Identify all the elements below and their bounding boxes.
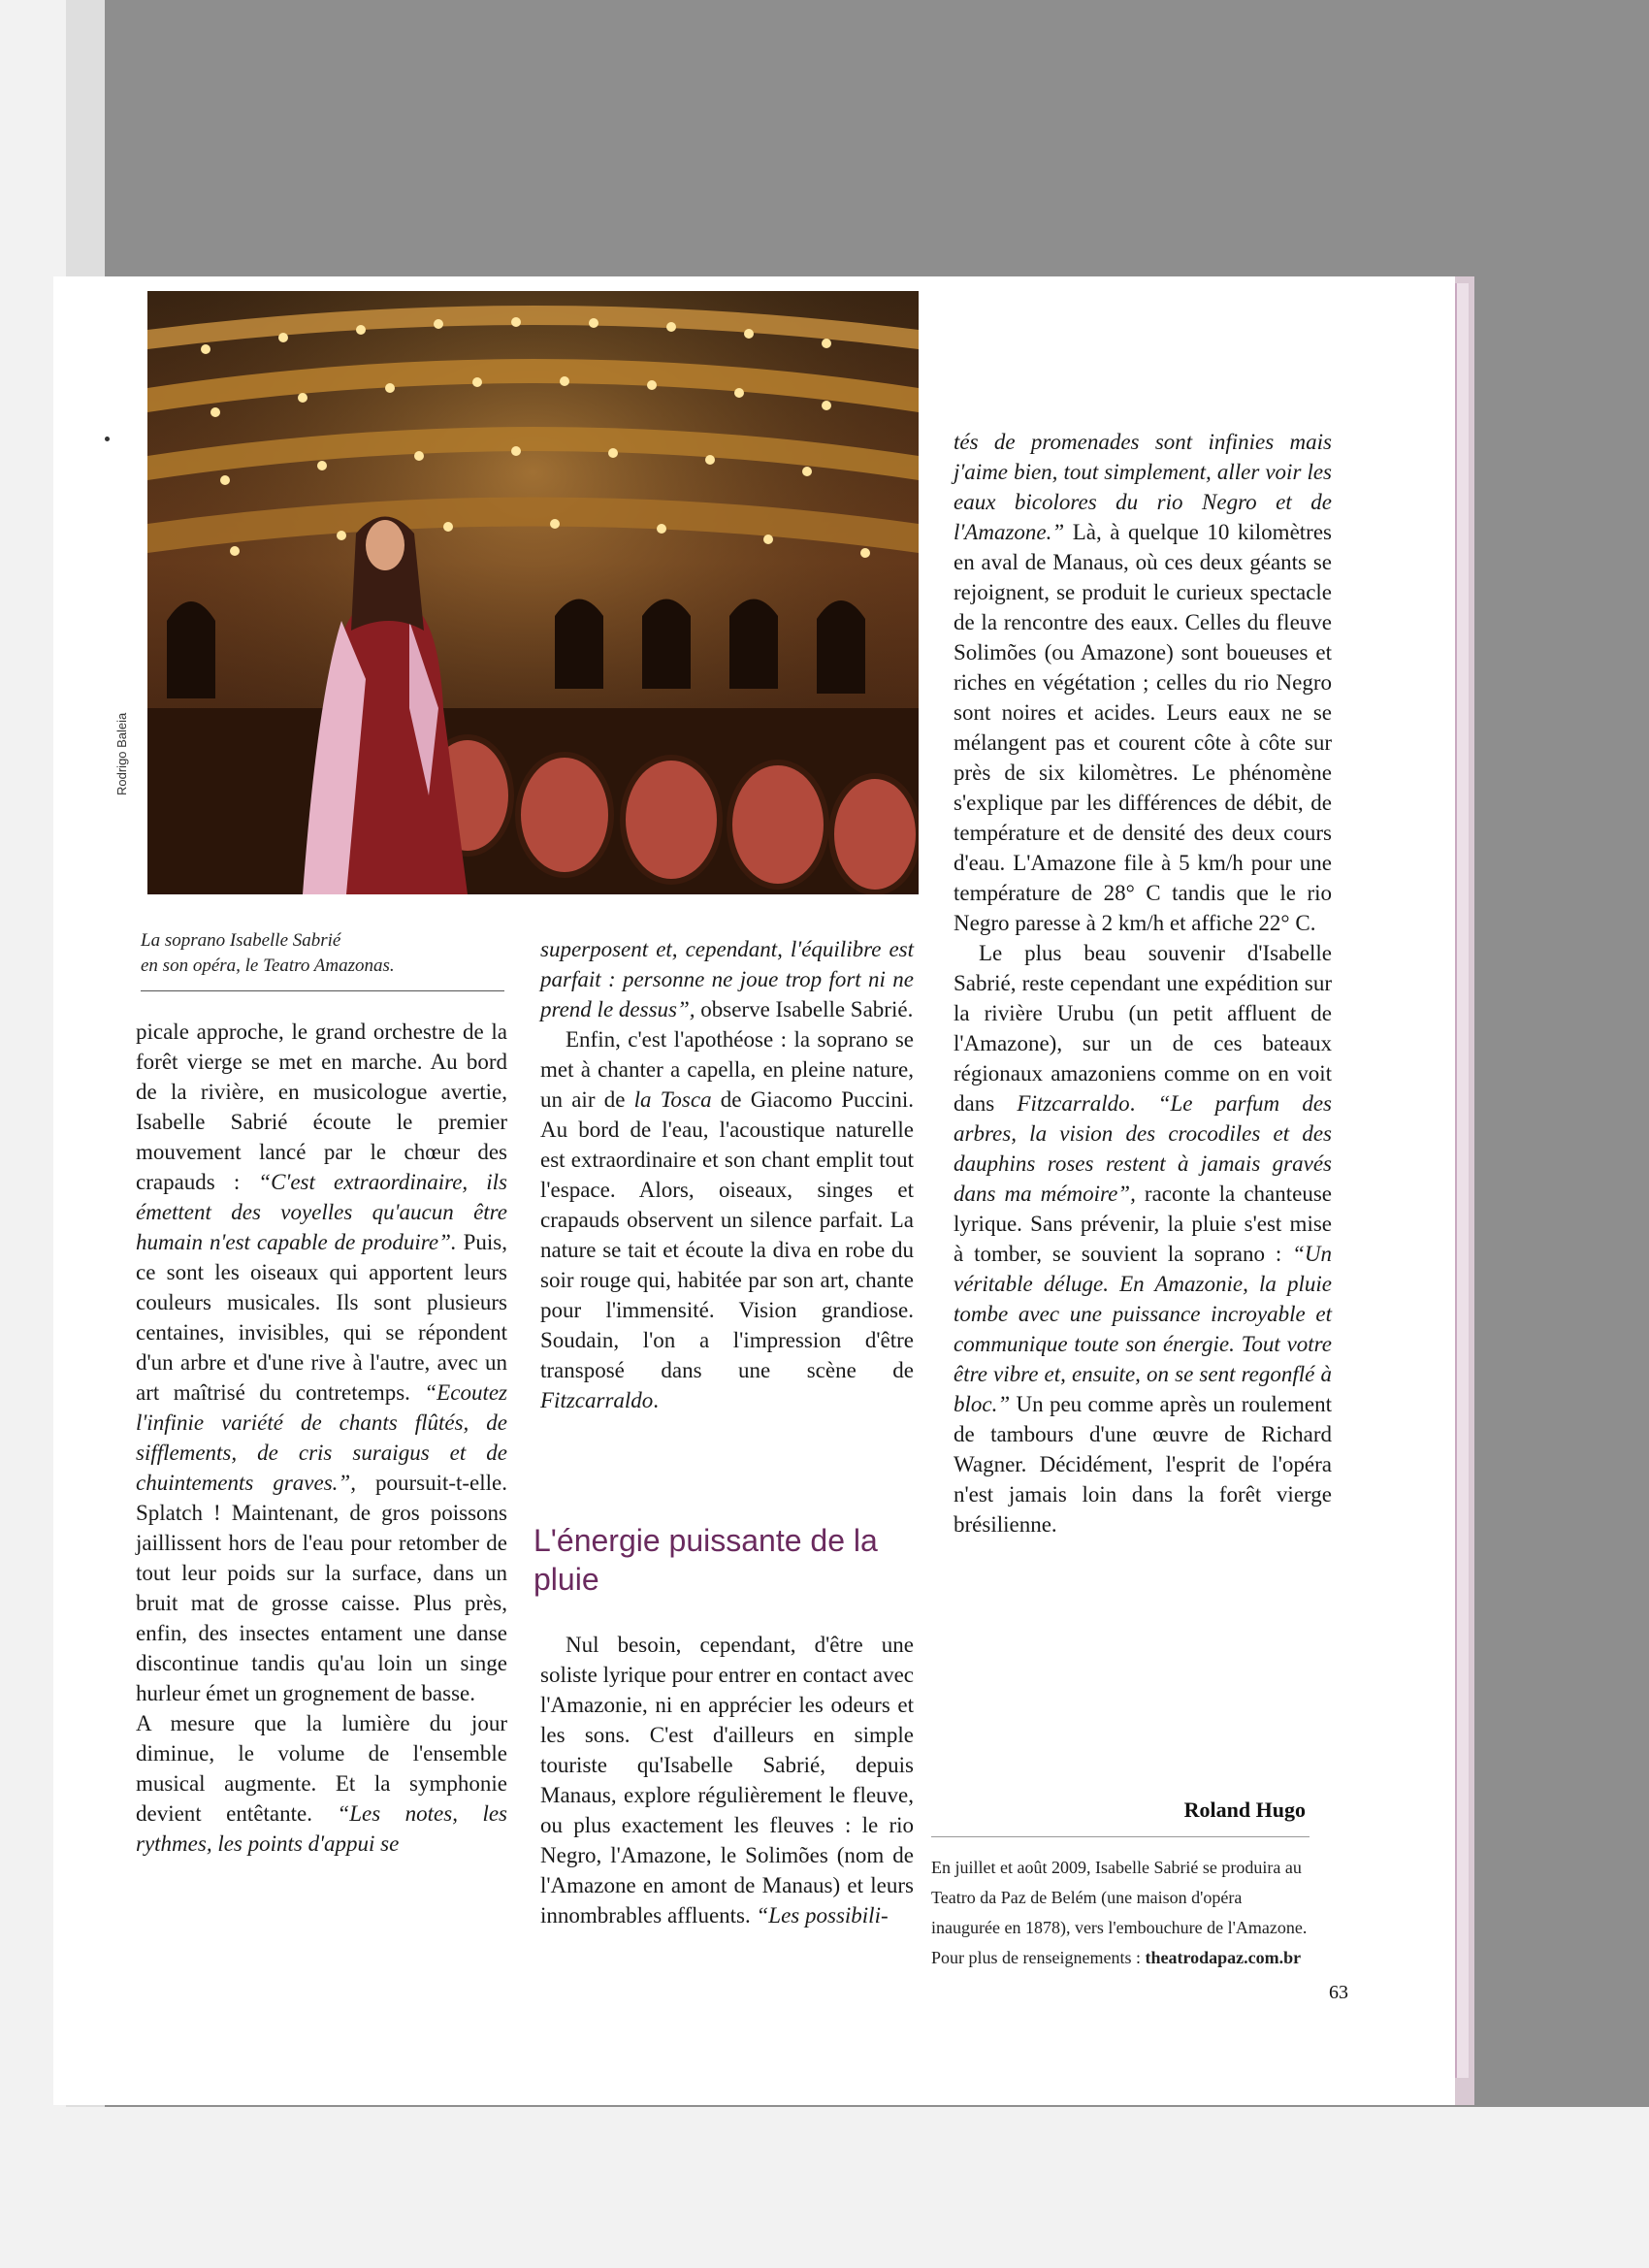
page-number: 63 bbox=[1329, 1982, 1348, 2003]
article-column-3 bbox=[954, 427, 1332, 1539]
author-byline: Roland Hugo bbox=[1183, 1798, 1306, 1822]
photo-credit: Rodrigo Baleia bbox=[114, 712, 129, 795]
event-footnote: En juillet et août 2009, Isabelle Sabrié se produira au Teatro da Paz de Belém (une maison d'opéra inaugurée en 1878), vers l'embouchure de l'Amazone. Pour plus de renseignements : theatrodapaz.com.br bbox=[931, 1858, 1308, 1967]
paragraph: Le plus beau souvenir d'Isabelle Sabrié, reste cependant une expédition sur la rivière Urubu (un petit affluent de l'Amazone), sur un de ces bateaux régionaux amazoniens comme on en voit dans Fitzcarraldo. “Le parfum des arbres, la vision des crocodiles et des dauphins roses restent à jamais gravés dans ma mémoire”, raconte la chanteuse lyrique. Sans prévenir, la pluie s'est mise à tomber, se souvient la soprano : “Un véritable déluge. En Amazonie, la pluie tombe avec une puissance incroyable et communique toute son énergie. Tout votre être vibre et, ensuite, on se sent regonflé à bloc.” Un peu comme après un roulement de tambours d'une œuvre de Richard Wagner. Décidément, l'esprit de l'opéra n'est jamais loin dans la forêt vierge brésilienne. bbox=[954, 941, 1333, 1537]
article-column-2 bbox=[540, 934, 914, 1415]
paragraph: Enfin, c'est l'apothéose : la soprano se met à chanter a capella, en pleine nature, un air de la Tosca de Giacomo Puccini. Au bord de l'eau, l'acoustique naturelle est extraordinaire et son chant emplit tout l'espace. Alors, oiseaux, singes et crapauds observent un silence parfait. La nature se tait et écoute la diva en robe du soir rouge qui, habitée par son art, chante pour l'immensité. Vision grandiose. Soudain, l'on a l'impression d'être transposé dans une scène de Fitzcarraldo. bbox=[540, 1027, 914, 1412]
caption-rule bbox=[141, 990, 504, 991]
paragraph: superposent et, cependant, l'équilibre est parfait : personne ne joue trop fort ni ne prend le dessus”, observe Isabelle Sabrié. bbox=[540, 937, 914, 1021]
section-heading: L'énergie puissante de la pluie bbox=[534, 1523, 878, 1597]
paragraph: picale approche, le grand orchestre de la forêt vierge se met en marche. Au bord de la rivière, en musicologue avertie, Isabelle Sabrié écoute le premier mouvement lancé par le chœur des crapauds : “C'est extraordinaire, ils émettent des voyelles qu'aucun être humain n'est capable de produire”. Puis, ce sont les oiseaux qui apportent leurs couleurs musicales. Ils sont plusieurs centaines, invisibles, qui se répondent d'un arbre et d'une rive à l'autre, avec un art maîtrisé du contretemps. “Ecoutez l'infinie variété de chants flûtés, de sifflements, de cris suraigus et de chuintements graves.”, poursuit-t-elle. Splatch ! Maintenant, de gros poissons jaillissent hors de l'eau pour retomber de tout leur poids sur la surface, dans un bruit mat de grosse caisse. Plus près, enfin, des insectes entament une danse discontinue tandis qu'au loin un singe hurleur émet un grognement de basse. bbox=[136, 1020, 508, 1705]
article-column-1 bbox=[136, 1017, 507, 1859]
article-column-2-continued bbox=[540, 1630, 914, 1930]
footnote-rule bbox=[931, 1836, 1310, 1837]
opera-photo bbox=[147, 291, 919, 894]
scan-speck bbox=[105, 437, 110, 441]
paragraph: Nul besoin, cependant, d'être une soliste lyrique pour entrer en contact avec l'Amazonie, ni en apprécier les odeurs et les sons. C'est d'ailleurs en simple touriste qu'Isabelle Sabrié, depuis Manaus, explore régulièrement le fleuve, ou plus exactement les fleuves : le rio Negro, l'Amazone, le Solimões (nom de l'Amazone en amont de Manaus) et leurs innombrables affluents. “Les possibili- bbox=[540, 1633, 914, 1928]
paragraph: tés de promenades sont infinies mais j'aime bien, tout simplement, aller voir les eaux bicolores du rio Negro et de l'Amazone.” Là, à quelque 10 kilomètres en aval de Manaus, où ces deux géants se rejoignent, se produit le curieux spectacle de la rencontre des eaux. Celles du fleuve Solimões (ou Amazone) sont boueuses et riches en végétation ; celles du rio Negro sont noires et acides. Leurs eaux ne se mélangent pas et courent côte à côte sur près de six kilomètres. Le phénomène s'explique par les différences de débit, de température et de densité des deux cours d'eau. L'Amazone file à 5 km/h pour une température de 28° C tandis que le rio Negro paresse à 2 km/h et affiche 22° C. bbox=[954, 430, 1332, 935]
website-link: theatrodapaz.com.br bbox=[1145, 1948, 1302, 1967]
paragraph: A mesure que la lumière du jour diminue, le volume de l'ensemble musical augmente. Et la symphonie devient entêtante. “Les notes, les rythmes, les points d'appui se bbox=[136, 1711, 508, 1856]
page-edge bbox=[1455, 283, 1469, 2078]
caption-line-2: en son opéra, le Teatro Amazonas. bbox=[141, 956, 395, 976]
photo-caption bbox=[141, 928, 509, 979]
scan-margin-bottom bbox=[66, 2107, 1649, 2268]
caption-line-1: La soprano Isabelle Sabrié bbox=[141, 930, 341, 951]
